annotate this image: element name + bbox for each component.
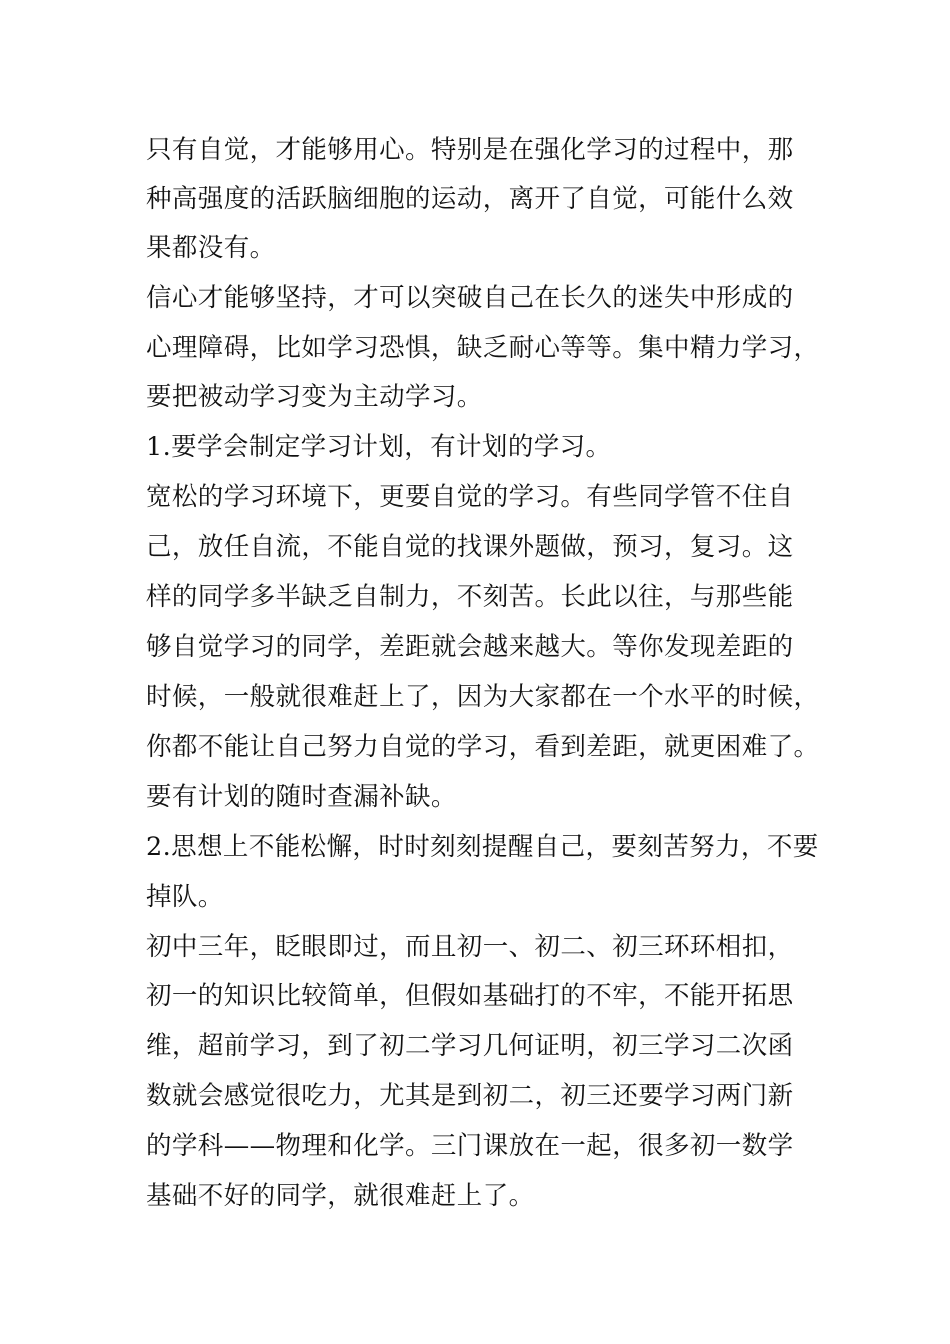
text-line: 1.要学会制定学习计划，有计划的学习。 bbox=[146, 432, 612, 462]
text-line: 己，放任自流，不能自觉的找课外题做，预习，复习。这 bbox=[146, 532, 794, 562]
text-line: 信心才能够坚持，才可以突破自己在长久的迷失中形成的 bbox=[146, 283, 794, 313]
text-line: 样的同学多半缺乏自制力，不刻苦。长此以往，与那些能 bbox=[146, 582, 794, 612]
text-line: 掉队。 bbox=[146, 882, 224, 912]
text-line: 果都没有。 bbox=[146, 233, 276, 263]
text-line: 初中三年，眨眼即过，而且初一、初二、初三环环相扣， bbox=[146, 932, 794, 962]
text-line: 要把被动学习变为主动学习。 bbox=[146, 382, 483, 412]
text-line: 够自觉学习的同学，差距就会越来越大。等你发现差距的 bbox=[146, 632, 794, 662]
text-line: 维，超前学习，到了初二学习几何证明，初三学习二次函 bbox=[146, 1031, 794, 1061]
text-line: 的学科——物理和化学。三门课放在一起，很多初一数学 bbox=[146, 1131, 794, 1161]
text-line: 你都不能让自己努力自觉的学习，看到差距，就更困难了。 bbox=[146, 732, 820, 762]
text-line: 要有计划的随时查漏补缺。 bbox=[146, 782, 457, 812]
text-line: 时候，一般就很难赶上了，因为大家都在一个水平的时候， bbox=[146, 682, 820, 712]
text-line: 基础不好的同学，就很难赶上了。 bbox=[146, 1181, 535, 1211]
text-line: 初一的知识比较简单，但假如基础打的不牢，不能开拓思 bbox=[146, 981, 794, 1011]
text-line: 数就会感觉很吃力，尤其是到初二，初三还要学习两门新 bbox=[146, 1081, 794, 1111]
text-line: 心理障碍，比如学习恐惧，缺乏耐心等等。集中精力学习， bbox=[146, 333, 820, 363]
text-line: 只有自觉，才能够用心。特别是在强化学习的过程中，那 bbox=[146, 135, 794, 165]
text-line: 2.思想上不能松懈，时时刻刻提醒自己，要刻苦努力，不要 bbox=[146, 832, 819, 862]
text-line: 宽松的学习环境下，更要自觉的学习。有些同学管不住自 bbox=[146, 482, 794, 512]
text-line: 种高强度的活跃脑细胞的运动，离开了自觉，可能什么效 bbox=[146, 184, 794, 214]
